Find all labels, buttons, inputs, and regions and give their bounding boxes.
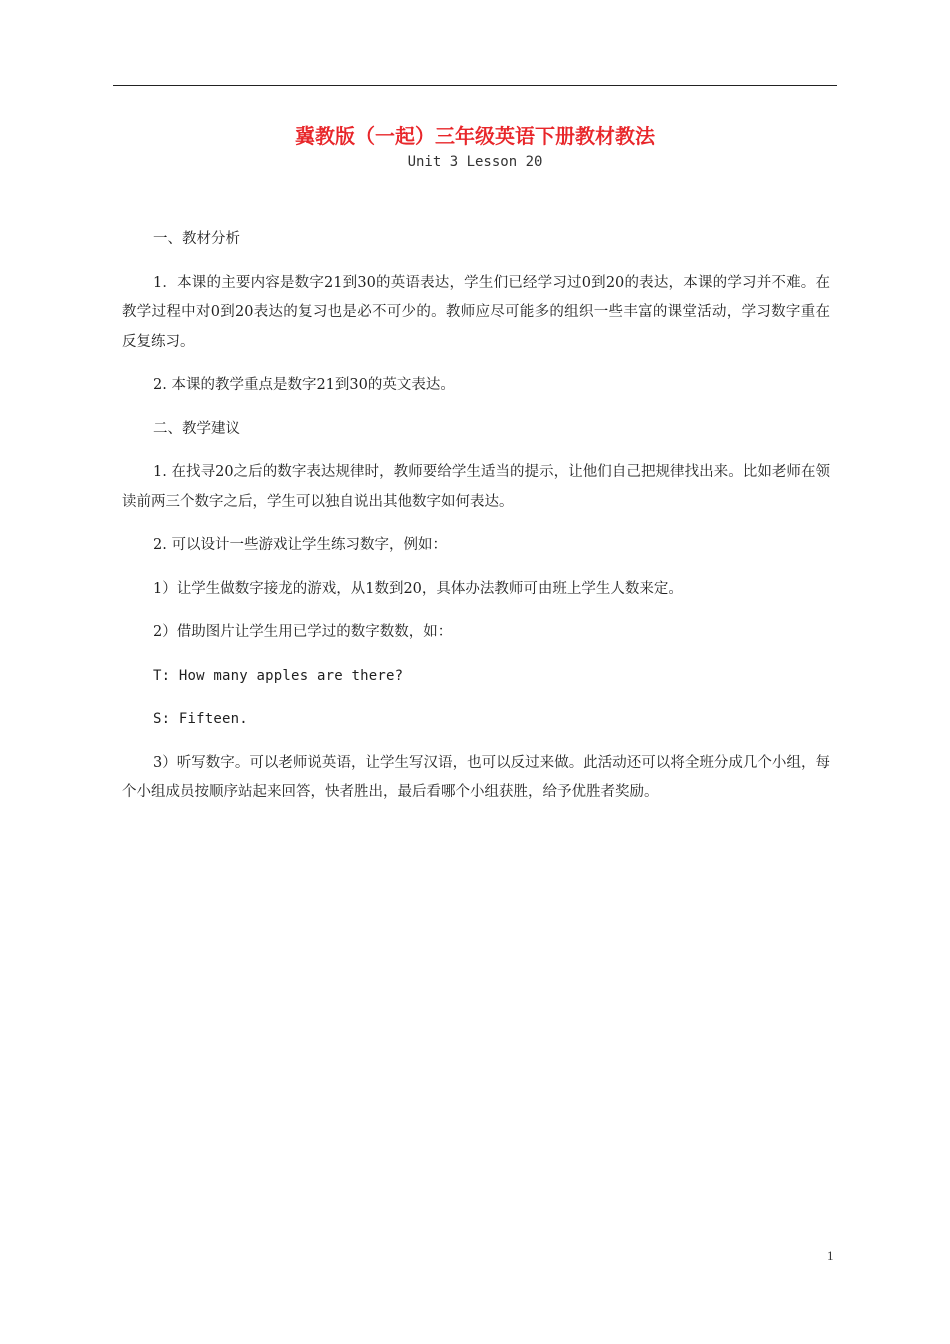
- paragraph-suggestion-1: 1. 在找寻20之后的数字表达规律时，教师要给学生适当的提示，让他们自己把规律找出来。比如老师在领读前两三个数字之后，学生可以独自说出其他数字如何表达。: [122, 464, 830, 510]
- dialogue-teacher-line: T: How many apples are there?: [153, 667, 404, 684]
- document-body: [122, 225, 830, 822]
- document-subtitle: Unit 3 Lesson 20: [407, 154, 543, 170]
- section-heading-analysis: 一、教材分析: [153, 231, 240, 247]
- paragraph-analysis-1: 1．本课的主要内容是数字21到30的英语表达，学生们已经学习过0到20的表达，本课的学习并不难。在教学过程中对0到20表达的复习也是必不可少的。教师应尽可能多的组织一些丰富的课堂活动，学习数字重在反复练习。: [122, 274, 830, 350]
- list-item-game-1: 1）让学生做数字接龙的游戏，从1数到20，具体办法教师可由班上学生人数来定。: [153, 580, 683, 597]
- dialogue-student-line: S: Fifteen.: [153, 711, 248, 727]
- header-rule: [113, 85, 837, 86]
- section-heading-suggestions: 二、教学建议: [153, 420, 240, 437]
- document-title: 冀教版（一起）三年级英语下册教材教法: [295, 124, 655, 148]
- paragraph-suggestion-2: 2. 可以设计一些游戏让学生练习数字，例如：: [153, 537, 447, 553]
- list-item-game-2: 2）借助图片让学生用已学过的数字数数，如：: [153, 624, 453, 640]
- list-item-game-3: 3）听写数字。可以老师说英语，让学生写汉语，也可以反过来做。此活动还可以将全班分成几个小组，每个小组成员按顺序站起来回答，快者胜出，最后看哪个小组获胜，给予优胜者奖励。: [122, 754, 830, 800]
- page-number: 1: [827, 1248, 834, 1263]
- paragraph-analysis-2: 2. 本课的教学重点是数字21到30的英文表达。: [153, 377, 455, 393]
